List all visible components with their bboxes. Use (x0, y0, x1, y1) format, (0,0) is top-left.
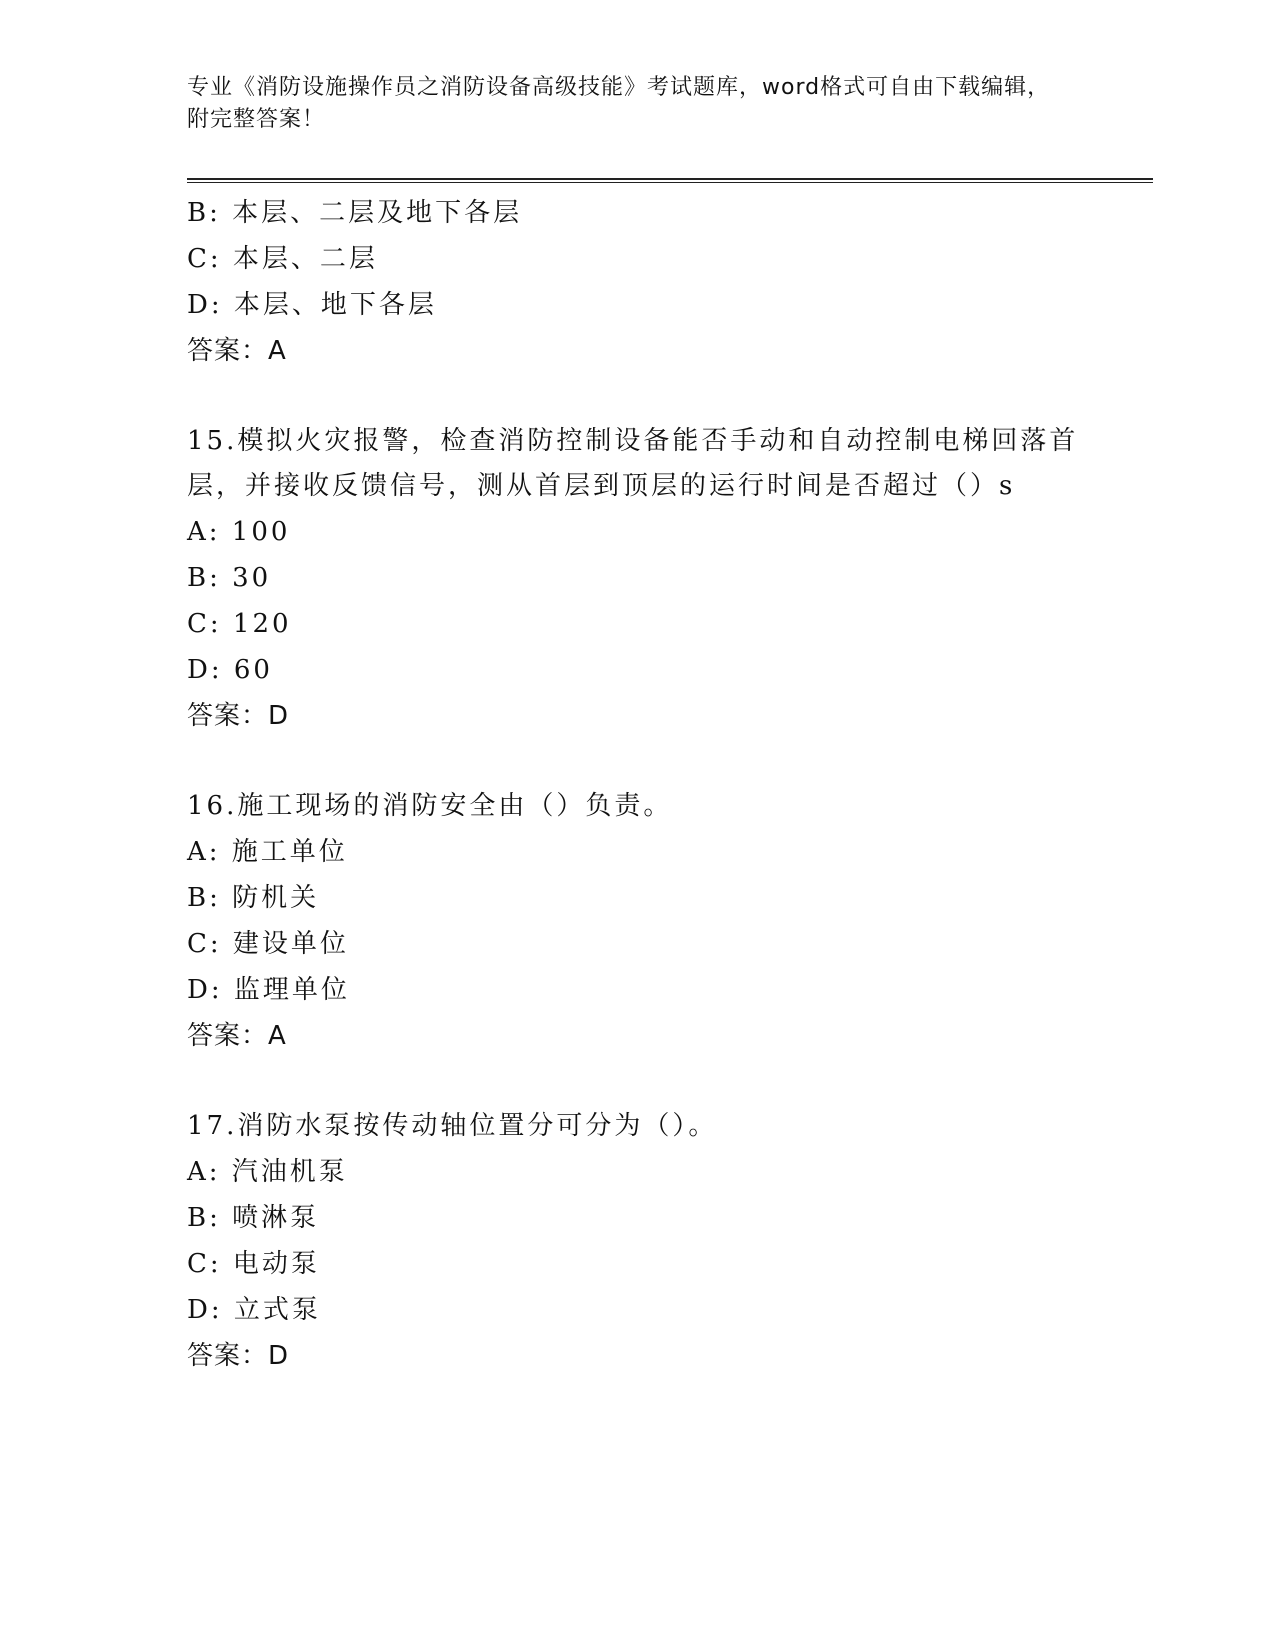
option-d: D: 本层、地下各层 (187, 290, 437, 320)
answer: 答案：D (187, 1341, 290, 1371)
question-15 (187, 419, 1087, 739)
option-d: D: 60 (187, 655, 273, 685)
document-header: 专业《消防设施操作员之消防设备高级技能》考试题库，word格式可自由下载编辑，附完整答案！ (187, 75, 1051, 132)
option-a: A: 汽油机泵 (187, 1157, 348, 1187)
option-b: B: 本层、二层及地下各层 (187, 198, 523, 228)
option-c: C: 电动泵 (187, 1249, 320, 1279)
answer: 答案：A (187, 1021, 287, 1051)
option-d: D: 监理单位 (187, 975, 350, 1005)
option-d: D: 立式泵 (187, 1295, 321, 1325)
option-a: A: 施工单位 (187, 837, 348, 867)
header-rule (187, 178, 1153, 180)
question-stem: 15.模拟火灾报警，检查消防控制设备能否手动和自动控制电梯回落首层，并接收反馈信号，测从首层到顶层的运行时间是否超过（）s (187, 426, 1079, 501)
option-b: B: 防机关 (187, 883, 320, 913)
question-14-continued (187, 190, 1087, 374)
option-c: C: 本层、二层 (187, 244, 378, 274)
question-stem: 17.消防水泵按传动轴位置分可分为（）。 (187, 1111, 718, 1141)
question-17 (187, 1104, 1087, 1379)
option-c: C: 建设单位 (187, 929, 349, 959)
header-rule-thin (187, 182, 1153, 183)
option-c: C: 120 (187, 609, 292, 639)
option-a: A: 100 (187, 517, 291, 547)
option-b: B: 30 (187, 563, 272, 593)
answer: 答案：D (187, 701, 290, 731)
option-b: B: 喷淋泵 (187, 1203, 320, 1233)
question-list (187, 190, 1087, 1379)
question-stem: 16.施工现场的消防安全由（）负责。 (187, 791, 673, 821)
question-16 (187, 784, 1087, 1059)
answer: 答案：A (187, 336, 287, 366)
